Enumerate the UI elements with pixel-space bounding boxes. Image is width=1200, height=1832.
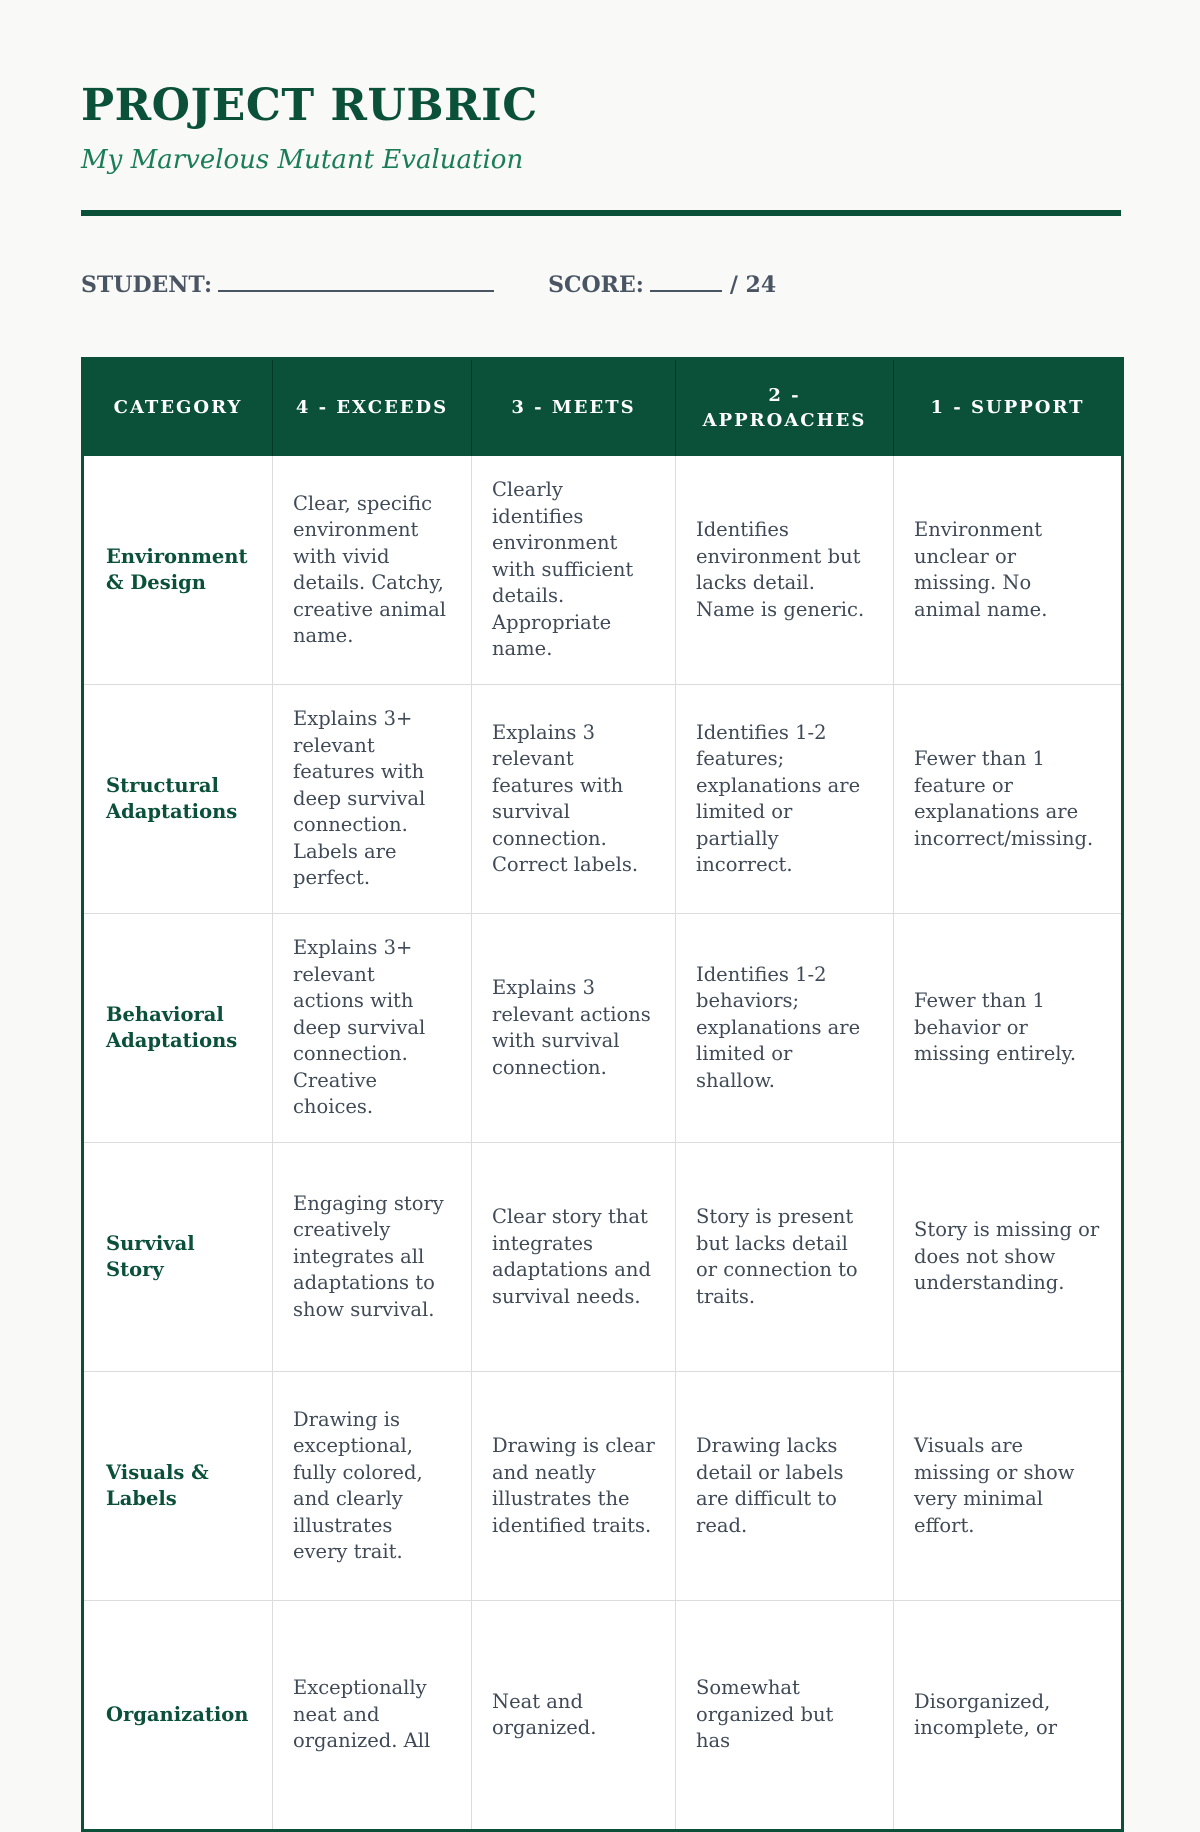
table-row [83, 1143, 1123, 1372]
table-row [83, 1372, 1123, 1601]
score-total: / 24 [729, 272, 777, 298]
meets-cell: Clearly identifies environment with sufficient details. Appropriate name. [472, 456, 676, 685]
student-score-fields [81, 270, 776, 298]
meets-cell: Clear story that integrates adaptations and survival needs. [472, 1143, 676, 1372]
score-label: SCORE: [548, 272, 644, 298]
page-subtitle: My Marvelous Mutant Evaluation [81, 145, 524, 175]
meets-cell: Explains 3 relevant features with survival connection. Correct labels. [472, 685, 676, 914]
approaches-cell: Identifies 1-2 features; explanations are limited or partially incorrect. [676, 685, 894, 914]
approaches-cell: Story is present but lacks detail or connection to traits. [676, 1143, 894, 1372]
exceeds-cell: Explains 3+ relevant actions with deep survival connection. Creative choices. [273, 914, 472, 1143]
exceeds-cell: Engaging story creatively integrates all adaptations to show survival. [273, 1143, 472, 1372]
exceeds-cell: Explains 3+ relevant features with deep survival connection. Labels are perfect. [273, 685, 472, 914]
meets-cell: Drawing is clear and neatly illustrates the identified traits. [472, 1372, 676, 1601]
exceeds-cell: Clear, specific environment with vivid details. Catchy, creative animal name. [273, 456, 472, 685]
column-header-support: 1 - SUPPORT [894, 359, 1123, 457]
meets-cell: Neat and organized. [472, 1601, 676, 1831]
support-cell: Environment unclear or missing. No animal name. [894, 456, 1123, 685]
column-header-meets: 3 - MEETS [472, 359, 676, 457]
support-cell: Fewer than 1 feature or explanations are incorrect/missing. [894, 685, 1123, 914]
column-header-exceeds: 4 - EXCEEDS [273, 359, 472, 457]
category-cell: Visuals & Labels [83, 1372, 273, 1601]
exceeds-cell: Drawing is exceptional, fully colored, and clearly illustrates every trait. [273, 1372, 472, 1601]
table-row [83, 1601, 1123, 1831]
column-header-approaches: 2 - APPROACHES [676, 359, 894, 457]
category-cell: Organization [83, 1601, 273, 1831]
support-cell: Fewer than 1 behavior or missing entirely. [894, 914, 1123, 1143]
student-name-blank [218, 270, 494, 292]
category-cell: Structural Adaptations [83, 685, 273, 914]
page-title: PROJECT RUBRIC [81, 80, 538, 131]
category-cell: Survival Story [83, 1143, 273, 1372]
approaches-cell: Identifies 1-2 behaviors; explanations are limited or shallow. [676, 914, 894, 1143]
rubric-header-row [83, 359, 1123, 457]
table-row [83, 456, 1123, 685]
approaches-cell: Identifies environment but lacks detail. Name is generic. [676, 456, 894, 685]
score-blank [650, 270, 722, 292]
support-cell: Disorganized, incomplete, or [894, 1601, 1123, 1831]
support-cell: Story is missing or does not show understanding. [894, 1143, 1123, 1372]
student-label: STUDENT: [81, 272, 213, 298]
table-row [83, 914, 1123, 1143]
meets-cell: Explains 3 relevant actions with survival connection. [472, 914, 676, 1143]
table-row [83, 685, 1123, 914]
category-cell: Behavioral Adaptations [83, 914, 273, 1143]
approaches-cell: Drawing lacks detail or labels are difficult to read. [676, 1372, 894, 1601]
approaches-cell: Somewhat organized but has [676, 1601, 894, 1831]
category-cell: Environment & Design [83, 456, 273, 685]
rubric-table [81, 357, 1124, 1832]
header-divider [81, 210, 1121, 216]
score-group [548, 270, 776, 298]
exceeds-cell: Exceptionally neat and organized. All [273, 1601, 472, 1831]
column-header-category: CATEGORY [83, 359, 273, 457]
support-cell: Visuals are missing or show very minimal effort. [894, 1372, 1123, 1601]
